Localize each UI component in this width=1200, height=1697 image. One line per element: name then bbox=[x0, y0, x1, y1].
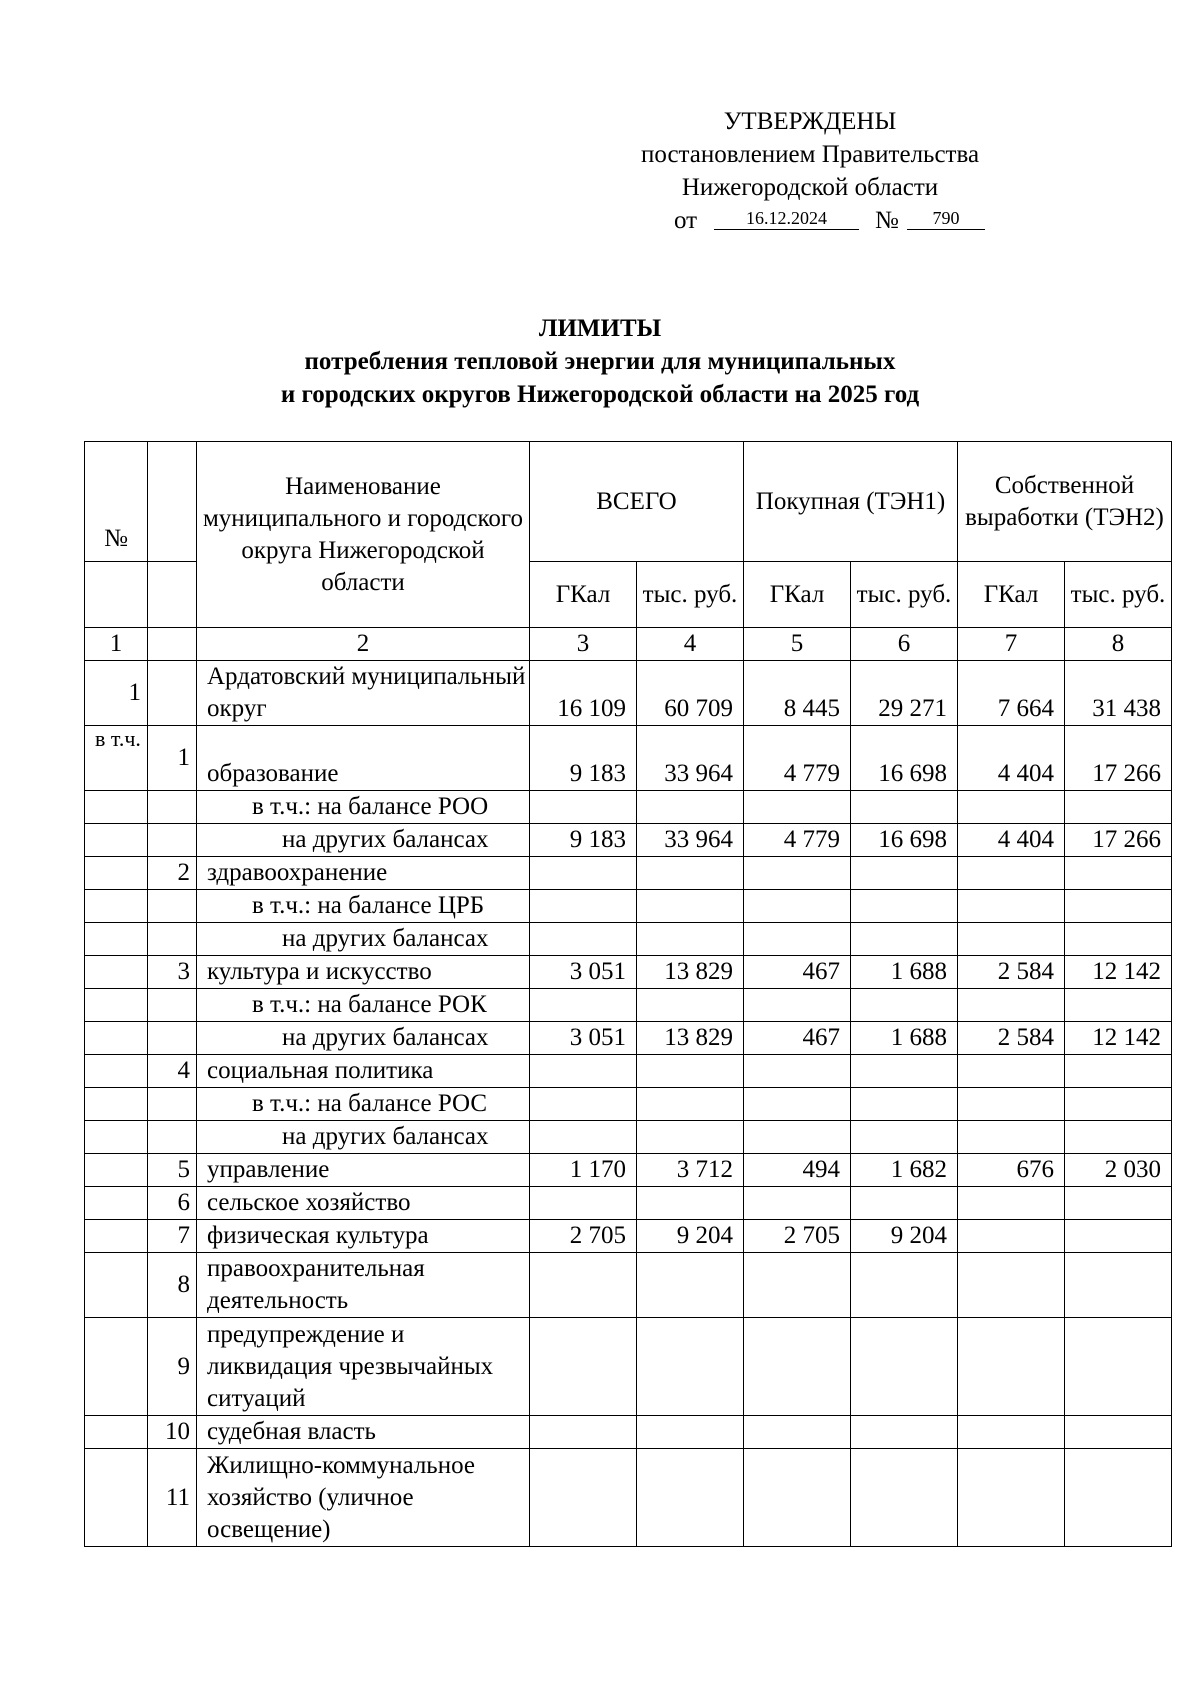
row-number: 6 bbox=[148, 1187, 197, 1220]
approval-region: Нижегородской области bbox=[681, 174, 939, 201]
cell-total-gcal: 3 051 bbox=[530, 956, 637, 989]
table-row bbox=[85, 989, 1172, 1022]
cell-purchased-rub: 9 204 bbox=[851, 1220, 958, 1253]
table-row bbox=[85, 1088, 1172, 1121]
cell-purchased-rub bbox=[851, 1416, 958, 1449]
col-num-7: 7 bbox=[958, 628, 1065, 661]
cell-total-rub bbox=[637, 1088, 744, 1121]
row-index-empty bbox=[85, 1253, 148, 1318]
cell-own-rub bbox=[1065, 857, 1172, 890]
header-purchased-rub: тыс. руб. bbox=[851, 562, 958, 628]
cell-own-rub: 17 266 bbox=[1065, 726, 1172, 791]
title-line-3: и городских округов Нижегородской области на 2025 год bbox=[280, 381, 920, 408]
row-index-empty bbox=[85, 857, 148, 890]
row-number: 3 bbox=[148, 956, 197, 989]
cell-own-rub: 12 142 bbox=[1065, 956, 1172, 989]
col-num-8: 8 bbox=[1065, 628, 1172, 661]
cell-own-gcal bbox=[958, 989, 1065, 1022]
table-body bbox=[85, 661, 1172, 1547]
cell-total-rub bbox=[637, 1121, 744, 1154]
cell-own-gcal: 4 404 bbox=[958, 824, 1065, 857]
header-total-gcal: ГКал bbox=[530, 562, 637, 628]
table-row bbox=[85, 1449, 1172, 1547]
table-row bbox=[85, 1318, 1172, 1416]
title-line-2: потребления тепловой энергии для муниципальных bbox=[304, 348, 896, 375]
cell-purchased-rub bbox=[851, 1088, 958, 1121]
row-name: в т.ч.: на балансе ЦРБ bbox=[197, 890, 530, 923]
cell-purchased-gcal bbox=[744, 890, 851, 923]
date-label: от bbox=[674, 207, 698, 234]
table-row bbox=[85, 1187, 1172, 1220]
table-row bbox=[85, 956, 1172, 989]
row-index-empty bbox=[85, 890, 148, 923]
cell-purchased-gcal bbox=[744, 1088, 851, 1121]
cell-purchased-rub bbox=[851, 1449, 958, 1547]
cell-purchased-rub bbox=[851, 1253, 958, 1318]
header-no-empty bbox=[85, 562, 148, 628]
row-name: в т.ч.: на балансе РОО bbox=[197, 791, 530, 824]
cell-own-gcal bbox=[958, 1220, 1065, 1253]
cell-total-gcal bbox=[530, 1449, 637, 1547]
cell-total-gcal bbox=[530, 1318, 637, 1416]
table-row bbox=[85, 1154, 1172, 1187]
cell-purchased-gcal bbox=[744, 1187, 851, 1220]
row-number: 9 bbox=[148, 1318, 197, 1416]
row-name: на других балансах bbox=[197, 1121, 530, 1154]
row-index-empty bbox=[85, 989, 148, 1022]
header-own-gcal: ГКал bbox=[958, 562, 1065, 628]
row-name: на других балансах bbox=[197, 824, 530, 857]
cell-purchased-gcal: 4 779 bbox=[744, 726, 851, 791]
cell-own-rub bbox=[1065, 890, 1172, 923]
row-index-empty bbox=[85, 791, 148, 824]
cell-total-gcal: 3 051 bbox=[530, 1022, 637, 1055]
row-name: управление bbox=[197, 1154, 530, 1187]
header-name: Наименование муниципального и городского округа Нижегородской области bbox=[197, 442, 530, 628]
row-index-empty bbox=[85, 824, 148, 857]
cell-purchased-rub: 16 698 bbox=[851, 824, 958, 857]
cell-purchased-gcal: 494 bbox=[744, 1154, 851, 1187]
cell-purchased-rub: 1 682 bbox=[851, 1154, 958, 1187]
cell-purchased-gcal: 2 705 bbox=[744, 1220, 851, 1253]
including-label: в т.ч. bbox=[85, 726, 148, 791]
cell-purchased-rub bbox=[851, 989, 958, 1022]
cell-purchased-rub bbox=[851, 1055, 958, 1088]
row-index-empty bbox=[85, 956, 148, 989]
row-name: здравоохранение bbox=[197, 857, 530, 890]
cell-total-rub: 33 964 bbox=[637, 824, 744, 857]
approval-number: 790 bbox=[907, 209, 985, 230]
document-title bbox=[0, 312, 1200, 411]
row-number: 4 bbox=[148, 1055, 197, 1088]
cell-total-rub bbox=[637, 923, 744, 956]
cell-own-gcal bbox=[958, 923, 1065, 956]
header-row bbox=[85, 442, 1172, 562]
row-number bbox=[148, 1022, 197, 1055]
cell-own-gcal: 676 bbox=[958, 1154, 1065, 1187]
header-sub-no bbox=[148, 442, 197, 562]
cell-total-rub bbox=[637, 1318, 744, 1416]
cell-total-rub bbox=[637, 791, 744, 824]
cell-purchased-rub bbox=[851, 1187, 958, 1220]
cell-own-rub bbox=[1065, 791, 1172, 824]
cell-own-rub bbox=[1065, 1121, 1172, 1154]
cell-total-rub: 13 829 bbox=[637, 1022, 744, 1055]
cell-total-gcal bbox=[530, 1055, 637, 1088]
approval-date: 16.12.2024 bbox=[714, 209, 859, 230]
cell-total-rub bbox=[637, 890, 744, 923]
table-row bbox=[85, 726, 1172, 791]
limits-table bbox=[84, 441, 1172, 1547]
cell-own-gcal: 2 584 bbox=[958, 956, 1065, 989]
cell-total-rub bbox=[637, 1253, 744, 1318]
cell-own-gcal bbox=[958, 857, 1065, 890]
cell-purchased-gcal bbox=[744, 1449, 851, 1547]
row-number: 2 bbox=[148, 857, 197, 890]
district-name: Ардатовский муниципальный округ bbox=[197, 661, 530, 726]
table-row bbox=[85, 1253, 1172, 1318]
cell-purchased-rub bbox=[851, 923, 958, 956]
header-own-production: Собственной выработки (ТЭН2) bbox=[958, 442, 1172, 562]
cell-total-gcal bbox=[530, 857, 637, 890]
table-row bbox=[85, 791, 1172, 824]
cell-total-rub bbox=[637, 1055, 744, 1088]
cell-own-rub bbox=[1065, 1416, 1172, 1449]
cell-total-gcal: 9 183 bbox=[530, 726, 637, 791]
cell-total-gcal bbox=[530, 1088, 637, 1121]
cell-total-gcal bbox=[530, 1416, 637, 1449]
cell-own-gcal bbox=[958, 1088, 1065, 1121]
cell-purchased-rub: 1 688 bbox=[851, 1022, 958, 1055]
cell-total-rub: 9 204 bbox=[637, 1220, 744, 1253]
cell-purchased-gcal bbox=[744, 923, 851, 956]
col-num-1: 1 bbox=[85, 628, 148, 661]
cell-purchased-gcal: 467 bbox=[744, 1022, 851, 1055]
header-sub-empty bbox=[148, 562, 197, 628]
row-name: сельское хозяйство bbox=[197, 1187, 530, 1220]
cell-purchased-gcal bbox=[744, 1318, 851, 1416]
cell-purchased-rub bbox=[851, 1121, 958, 1154]
row-number: 10 bbox=[148, 1416, 197, 1449]
col-num-6: 6 bbox=[851, 628, 958, 661]
table-row bbox=[85, 824, 1172, 857]
row-index-empty bbox=[85, 1220, 148, 1253]
cell-purchased-rub bbox=[851, 791, 958, 824]
col-num-3: 3 bbox=[530, 628, 637, 661]
cell-purchased-gcal bbox=[744, 791, 851, 824]
row-name: физическая культура bbox=[197, 1220, 530, 1253]
row-name: предупреждение и ликвидация чрезвычайных ситуаций bbox=[197, 1318, 530, 1416]
cell-own-gcal bbox=[958, 1055, 1065, 1088]
row-number bbox=[148, 1088, 197, 1121]
header-total-rub: тыс. руб. bbox=[637, 562, 744, 628]
cell-own-gcal: 4 404 bbox=[958, 726, 1065, 791]
cell-total-rub bbox=[637, 857, 744, 890]
cell-own-gcal bbox=[958, 1187, 1065, 1220]
cell-own-rub bbox=[1065, 1449, 1172, 1547]
cell-purchased-gcal bbox=[744, 1121, 851, 1154]
table-row bbox=[85, 1055, 1172, 1088]
cell-total-gcal bbox=[530, 791, 637, 824]
row-name: на других балансах bbox=[197, 1022, 530, 1055]
row-number: 8 bbox=[148, 1253, 197, 1318]
number-label: № bbox=[875, 207, 899, 234]
district-own-rub: 31 438 bbox=[1065, 661, 1172, 726]
header-own-rub: тыс. руб. bbox=[1065, 562, 1172, 628]
table-row bbox=[85, 1220, 1172, 1253]
cell-own-rub bbox=[1065, 1253, 1172, 1318]
cell-own-rub bbox=[1065, 1220, 1172, 1253]
row-name: в т.ч.: на балансе РОК bbox=[197, 989, 530, 1022]
header-total: ВСЕГО bbox=[530, 442, 744, 562]
cell-own-gcal bbox=[958, 791, 1065, 824]
table-row bbox=[85, 923, 1172, 956]
row-name: образование bbox=[197, 726, 530, 791]
cell-total-gcal: 2 705 bbox=[530, 1220, 637, 1253]
cell-purchased-rub: 1 688 bbox=[851, 956, 958, 989]
cell-total-rub bbox=[637, 1187, 744, 1220]
district-total-rub: 60 709 bbox=[637, 661, 744, 726]
row-index-empty bbox=[85, 1318, 148, 1416]
cell-total-rub: 33 964 bbox=[637, 726, 744, 791]
cell-purchased-gcal bbox=[744, 989, 851, 1022]
col-num-4: 4 bbox=[637, 628, 744, 661]
row-number bbox=[148, 989, 197, 1022]
cell-purchased-gcal: 467 bbox=[744, 956, 851, 989]
col-num-2: 2 bbox=[197, 628, 530, 661]
row-number: 7 bbox=[148, 1220, 197, 1253]
cell-purchased-rub bbox=[851, 857, 958, 890]
cell-total-gcal bbox=[530, 989, 637, 1022]
cell-own-rub bbox=[1065, 1055, 1172, 1088]
cell-own-rub bbox=[1065, 989, 1172, 1022]
table-row bbox=[85, 857, 1172, 890]
cell-own-gcal bbox=[958, 890, 1065, 923]
table-row bbox=[85, 1416, 1172, 1449]
title-main: ЛИМИТЫ bbox=[538, 315, 662, 342]
row-index-empty bbox=[85, 1088, 148, 1121]
cell-own-rub bbox=[1065, 1088, 1172, 1121]
cell-total-rub bbox=[637, 989, 744, 1022]
header-purchased-gcal: ГКал bbox=[744, 562, 851, 628]
district-row bbox=[85, 661, 1172, 726]
row-index-empty bbox=[85, 1154, 148, 1187]
cell-own-rub bbox=[1065, 1318, 1172, 1416]
row-index-empty bbox=[85, 1449, 148, 1547]
row-name: на других балансах bbox=[197, 923, 530, 956]
row-index-empty bbox=[85, 1187, 148, 1220]
cell-purchased-gcal bbox=[744, 857, 851, 890]
cell-own-gcal bbox=[958, 1416, 1065, 1449]
district-own-gcal: 7 664 bbox=[958, 661, 1065, 726]
cell-total-gcal bbox=[530, 890, 637, 923]
cell-own-rub: 2 030 bbox=[1065, 1154, 1172, 1187]
cell-own-gcal bbox=[958, 1121, 1065, 1154]
row-name: культура и искусство bbox=[197, 956, 530, 989]
table-row bbox=[85, 1022, 1172, 1055]
cell-purchased-gcal bbox=[744, 1055, 851, 1088]
district-purchased-gcal: 8 445 bbox=[744, 661, 851, 726]
cell-purchased-gcal bbox=[744, 1253, 851, 1318]
cell-total-gcal: 9 183 bbox=[530, 824, 637, 857]
cell-total-gcal bbox=[530, 1253, 637, 1318]
cell-total-gcal: 1 170 bbox=[530, 1154, 637, 1187]
header-no: № bbox=[85, 442, 148, 562]
district-sub-empty bbox=[148, 661, 197, 726]
cell-purchased-gcal bbox=[744, 1416, 851, 1449]
table-row bbox=[85, 890, 1172, 923]
cell-own-gcal bbox=[958, 1449, 1065, 1547]
cell-total-rub bbox=[637, 1449, 744, 1547]
district-index: 1 bbox=[85, 661, 148, 726]
row-name: судебная власть bbox=[197, 1416, 530, 1449]
cell-total-rub bbox=[637, 1416, 744, 1449]
row-index-empty bbox=[85, 923, 148, 956]
cell-total-gcal bbox=[530, 923, 637, 956]
approval-date-line bbox=[590, 204, 1030, 237]
row-number: 5 bbox=[148, 1154, 197, 1187]
cell-own-gcal bbox=[958, 1318, 1065, 1416]
row-name: социальная политика bbox=[197, 1055, 530, 1088]
row-name: правоохранительная деятельность bbox=[197, 1253, 530, 1318]
cell-own-rub: 12 142 bbox=[1065, 1022, 1172, 1055]
col-num-empty bbox=[148, 628, 197, 661]
cell-own-rub bbox=[1065, 1187, 1172, 1220]
cell-own-gcal bbox=[958, 1253, 1065, 1318]
cell-purchased-rub bbox=[851, 890, 958, 923]
cell-purchased-rub bbox=[851, 1318, 958, 1416]
column-numbers-row bbox=[85, 628, 1172, 661]
row-number bbox=[148, 923, 197, 956]
cell-total-rub: 3 712 bbox=[637, 1154, 744, 1187]
row-number: 11 bbox=[148, 1449, 197, 1547]
header-purchased: Покупная (ТЭН1) bbox=[744, 442, 958, 562]
approval-heading: УТВЕРЖДЕНЫ bbox=[723, 108, 897, 135]
row-index-empty bbox=[85, 1416, 148, 1449]
row-index-empty bbox=[85, 1055, 148, 1088]
row-number bbox=[148, 791, 197, 824]
cell-purchased-gcal: 4 779 bbox=[744, 824, 851, 857]
cell-total-gcal bbox=[530, 1187, 637, 1220]
cell-own-rub: 17 266 bbox=[1065, 824, 1172, 857]
cell-purchased-rub: 16 698 bbox=[851, 726, 958, 791]
row-name: Жилищно-коммунальное хозяйство (уличное освещение) bbox=[197, 1449, 530, 1547]
cell-total-rub: 13 829 bbox=[637, 956, 744, 989]
district-purchased-rub: 29 271 bbox=[851, 661, 958, 726]
cell-total-gcal bbox=[530, 1121, 637, 1154]
approval-resolution: постановлением Правительства bbox=[640, 141, 980, 168]
row-index-empty bbox=[85, 1121, 148, 1154]
cell-own-gcal: 2 584 bbox=[958, 1022, 1065, 1055]
table-row bbox=[85, 1121, 1172, 1154]
cell-own-rub bbox=[1065, 923, 1172, 956]
row-number: 1 bbox=[148, 726, 197, 791]
row-name: в т.ч.: на балансе РОС bbox=[197, 1088, 530, 1121]
district-total-gcal: 16 109 bbox=[530, 661, 637, 726]
row-number bbox=[148, 890, 197, 923]
col-num-5: 5 bbox=[744, 628, 851, 661]
row-index-empty bbox=[85, 1022, 148, 1055]
row-number bbox=[148, 824, 197, 857]
row-number bbox=[148, 1121, 197, 1154]
approval-block bbox=[590, 105, 1030, 237]
